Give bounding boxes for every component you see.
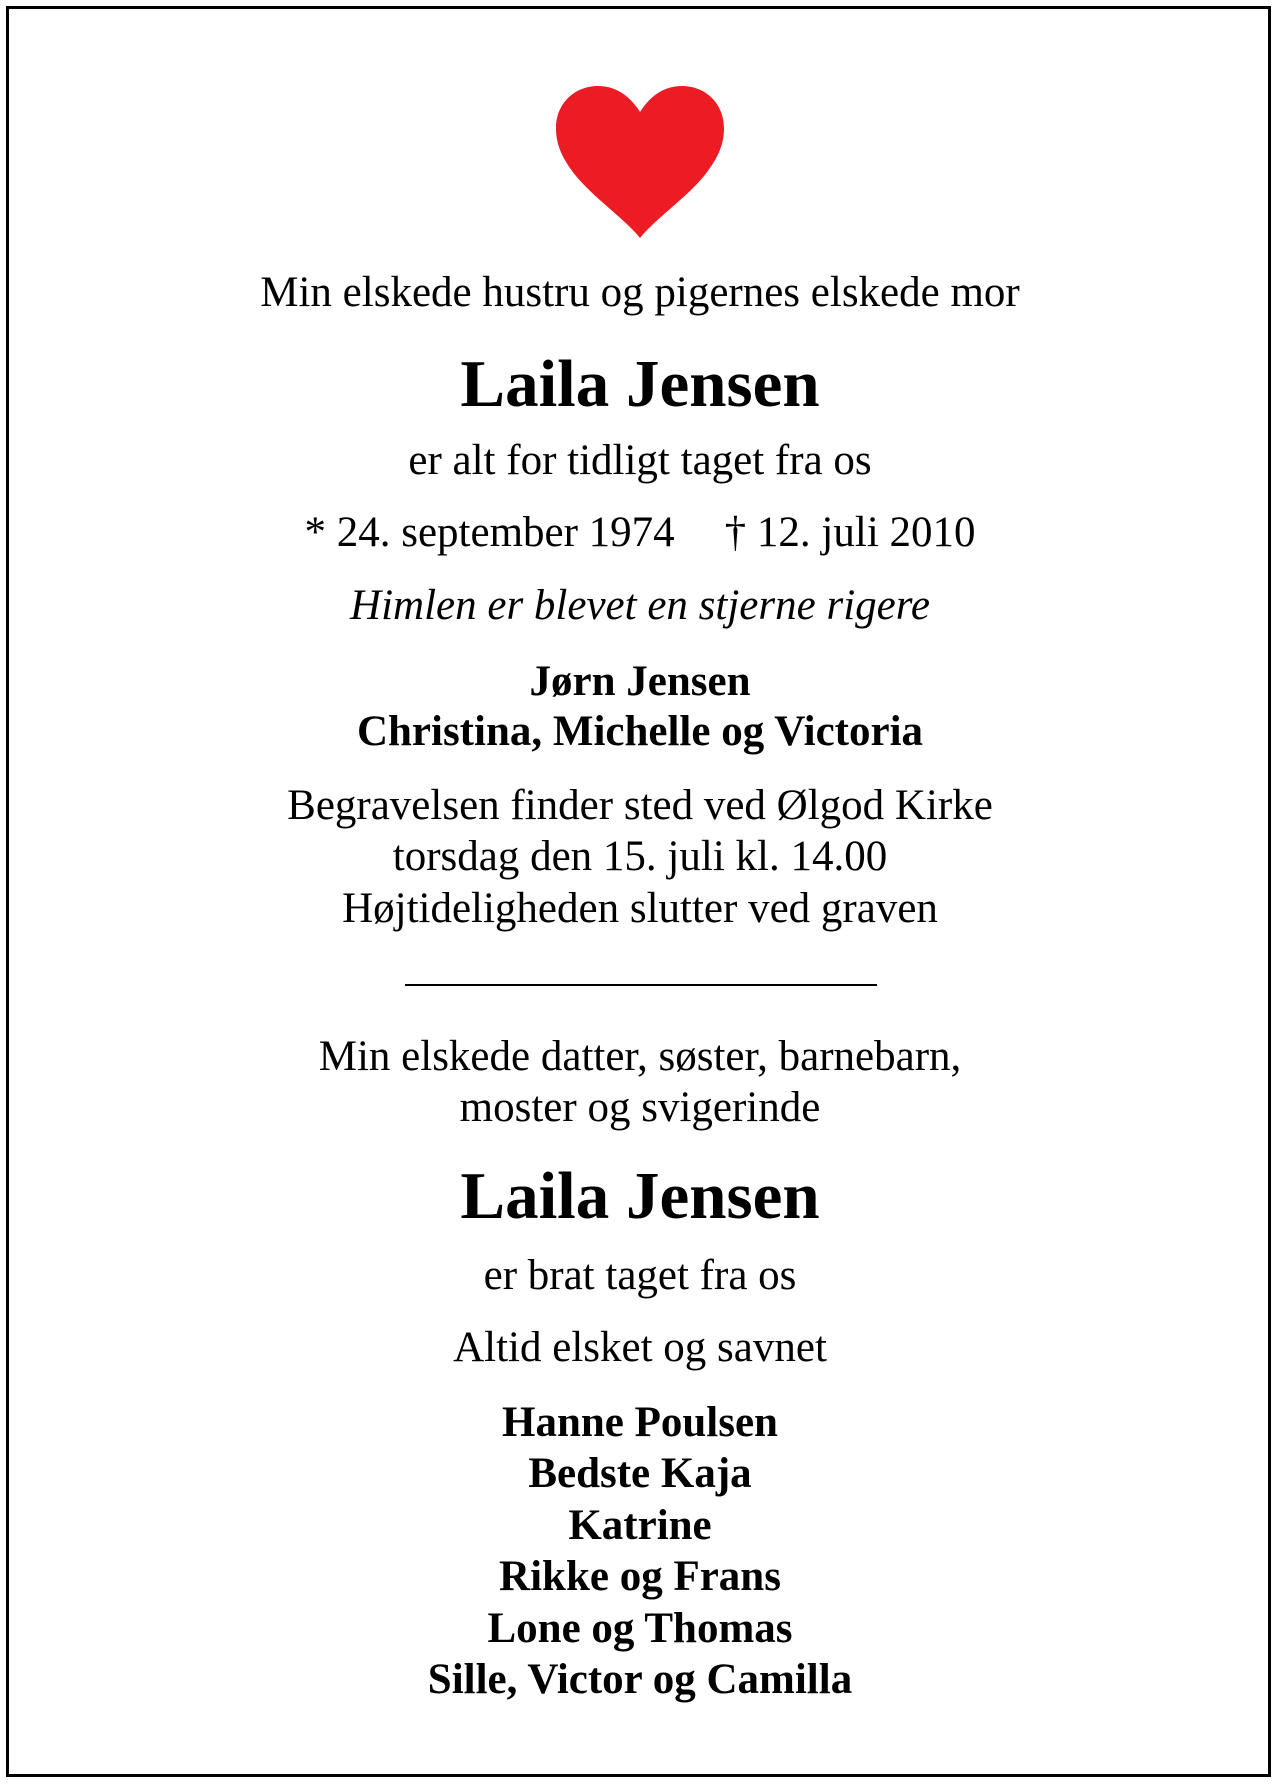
notice2-deceased-name: Laila Jensen bbox=[460, 1159, 820, 1233]
notice1-intro: Min elskede hustru og pigernes elskede mor bbox=[260, 269, 1020, 316]
notice2-taken-text: er brat taget fra os bbox=[483, 1252, 797, 1299]
section-divider bbox=[405, 984, 877, 986]
notice1-taken-text: er alt for tidligt taget fra os bbox=[408, 437, 872, 484]
notice2-signer: Bedste Kaja bbox=[528, 1450, 752, 1497]
birth-date: * 24. september 1974 bbox=[304, 509, 675, 556]
notice2-intro: moster og svigerinde bbox=[459, 1084, 821, 1131]
funeral-line: torsdag den 15. juli kl. 14.00 bbox=[392, 833, 888, 880]
heart-icon bbox=[556, 86, 724, 238]
notice2-signer: Rikke og Frans bbox=[499, 1553, 781, 1600]
notice1-signer: Jørn Jensen bbox=[529, 658, 751, 705]
heart-shape bbox=[556, 86, 724, 238]
notice2-intro: Min elskede datter, søster, barnebarn, bbox=[318, 1033, 962, 1080]
funeral-line: Højtideligheden slutter ved graven bbox=[342, 885, 938, 932]
notice1-quote: Himlen er blevet en stjerne rigere bbox=[350, 582, 930, 629]
notice2-signer: Hanne Poulsen bbox=[502, 1399, 778, 1446]
notice2-signer: Lone og Thomas bbox=[487, 1605, 793, 1652]
notice1-dates bbox=[0, 507, 1280, 559]
notice2-signer: Sille, Victor og Camilla bbox=[427, 1656, 853, 1703]
notice2-signer: Katrine bbox=[568, 1502, 712, 1549]
notice2-closing: Altid elsket og savnet bbox=[453, 1324, 827, 1371]
notice1-signer: Christina, Michelle og Victoria bbox=[356, 708, 924, 755]
funeral-line: Begravelsen finder sted ved Ølgod Kirke bbox=[287, 782, 993, 829]
death-date: † 12. juli 2010 bbox=[724, 509, 976, 556]
notice1-deceased-name: Laila Jensen bbox=[460, 347, 820, 421]
